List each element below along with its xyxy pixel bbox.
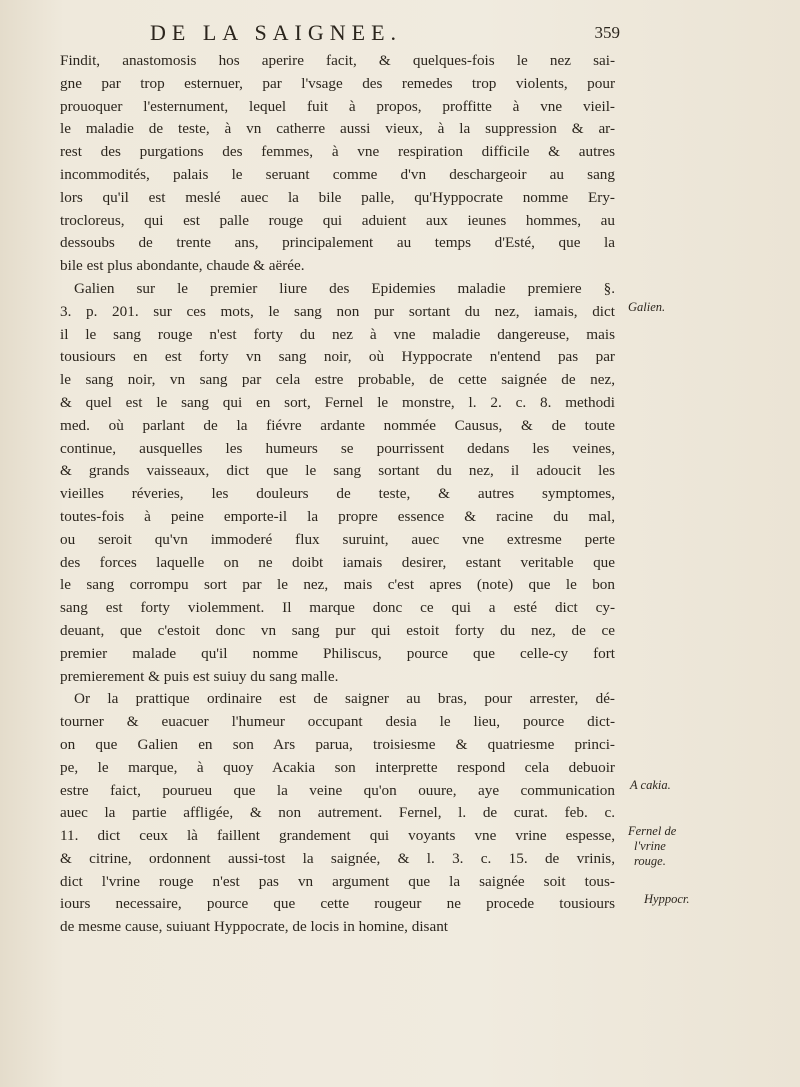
- text-line: premierement & puis est suiuy du sang malle.: [60, 667, 339, 685]
- running-head: DE LA SAIGNEE.: [150, 20, 403, 45]
- text-line: de mesme cause, suiuant Hyppocrate, de locis in homine, disant: [60, 918, 449, 936]
- text-line: Findit, anastomosis hos aperire facit, & quelques-fois le nez sai-: [60, 52, 615, 69]
- text-line: prouoquer l'esternument, lequel fuit à propos, proffitte à vne vieil-: [60, 97, 615, 115]
- text-line: tousiours en est forty vn sang noir, où Hyppocrate n'entend pas par: [60, 348, 615, 366]
- text-line: rest des purgations des femmes, à vne respiration difficile & autres: [60, 143, 615, 161]
- text-line: deuant, que c'estoit donc vn sang pur qui estoit forty du nez, de ce: [60, 621, 615, 639]
- text-line: 3. p. 201. sur ces mots, le sang non pur sortant du nez, iamais, dict: [60, 302, 615, 320]
- text-line: Galien sur le premier liure des Epidemies maladie premiere §.: [74, 279, 615, 297]
- text-line: dict l'vrine rouge n'est pas vn argument que la saignée soit tous-: [60, 872, 615, 890]
- margin-note: Fernel de: [628, 824, 677, 838]
- text-line: 11. dict ceux là faillent grandement qui voyants vne vrine espesse,: [60, 827, 615, 845]
- text-line: iours necessaire, pource que cette rougeur ne procede tousiours: [60, 895, 615, 913]
- text-line: gne par trop esternuer, par l'vsage des remedes trop violents, pour: [60, 74, 615, 92]
- text-line: ou seroit qu'vn immoderé flux suruint, auec vne extresme perte: [60, 530, 615, 548]
- text-line: premier malade qu'il nomme Philiscus, pource que celle-cy fort: [60, 644, 615, 662]
- text-line: il le sang rouge n'est forty du nez à vne maladie dangereuse, mais: [60, 325, 615, 343]
- text-line: vieilles réveries, les douleurs de teste, & autres symptomes,: [60, 485, 615, 503]
- text-line: continue, ausquelles les humeurs se pourrissent dedans les veines,: [60, 439, 615, 457]
- text-line: Or la prattique ordinaire est de saigner au bras, pour arrester, dé-: [74, 690, 615, 708]
- text-line: med. où parlant de la fiévre ardante nommée Causus, & de toute: [60, 416, 615, 434]
- text-line: on que Galien en son Ars parua, troisiesme & quatriesme princi-: [60, 735, 615, 753]
- margin-note: rouge.: [634, 854, 666, 868]
- text-line: & citrine, ordonnent aussi-tost la saignée, & l. 3. c. 15. de vrinis,: [60, 849, 615, 867]
- page-header: [150, 20, 620, 50]
- margin-note: l'vrine: [634, 839, 666, 853]
- margin-note: Hyppocr.: [644, 892, 690, 906]
- text-line: sang est forty violemment. Il marque donc ce qui a esté dict cy-: [60, 599, 615, 617]
- text-line: le sang corrompu sort par le nez, mais c'est apres (note) que le bon: [60, 576, 615, 594]
- text-line: & grands vaisseaux, dict que le sang sortant du nez, il adoucit les: [60, 462, 615, 480]
- margin-note: A cakia.: [630, 778, 671, 792]
- text-line: dessoubs de trente ans, principalement au temps d'Esté, que la: [60, 234, 615, 252]
- text-line: & quel est le sang qui en sort, Fernel le monstre, l. 2. c. 8. methodi: [60, 393, 615, 411]
- text-line: incommodités, palais le seruant comme d'vn deschargeoir au sang: [60, 165, 615, 183]
- text-line: bile est plus abondante, chaude & aërée.: [60, 257, 305, 275]
- text-line: toutes-fois à peine emporte-il la propre essence & racine du mal,: [60, 507, 615, 525]
- text-line: des forces laquelle on ne doibt iamais desirer, estant veritable que: [60, 553, 615, 571]
- text-line: le maladie de teste, à vn catherre aussi vieux, à la suppression & ar-: [60, 120, 615, 138]
- text-line: lors qu'il est meslé auec la bile palle, qu'Hyppocrate nomme Ery-: [60, 188, 615, 206]
- text-line: tourner & euacuer l'humeur occupant desia le lieu, pource dict-: [60, 713, 615, 731]
- page-number: 359: [594, 23, 620, 42]
- text-line: pe, le marque, à quoy Acakia son interprette respond cela debuoir: [60, 758, 615, 776]
- body-text: [60, 50, 615, 939]
- text-line: le sang noir, vn sang par cela estre probable, de cette saignée de nez,: [60, 371, 615, 389]
- text-line: estre faict, pourueu que la veine qu'on ouure, aye communication: [60, 781, 615, 799]
- text-line: trocloreus, qui est palle rouge qui aduient aux ieunes hommes, au: [60, 211, 615, 229]
- margin-note: Galien.: [628, 300, 666, 314]
- text-line: auec la partie affligée, & non autrement. Fernel, l. de curat. feb. c.: [60, 804, 615, 822]
